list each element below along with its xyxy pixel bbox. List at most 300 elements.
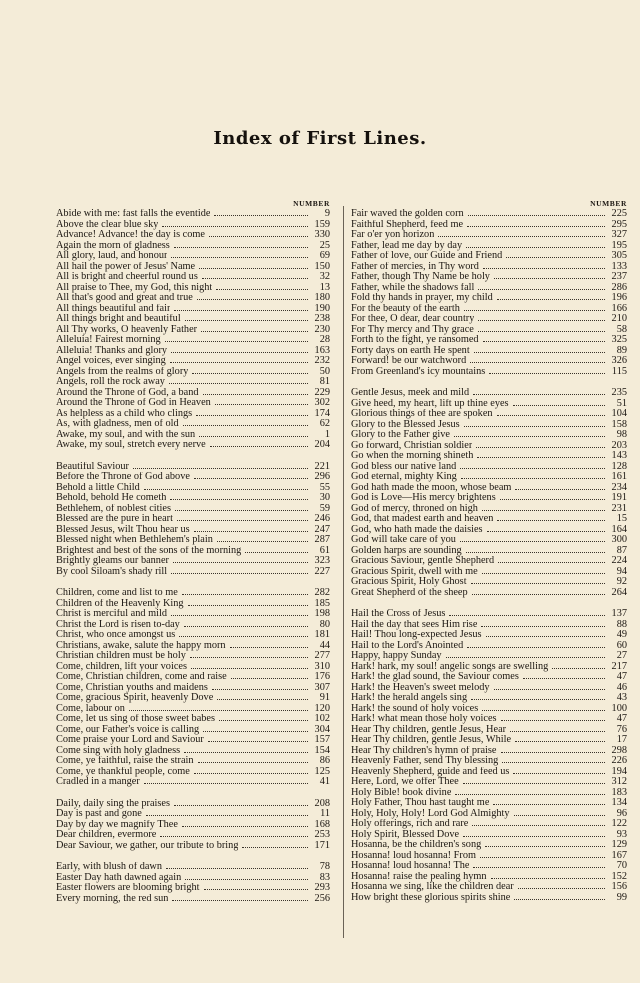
index-entry <box>56 504 330 515</box>
dot-leader <box>467 647 605 648</box>
dot-leader <box>203 731 308 732</box>
dot-leader <box>171 615 308 616</box>
index-entry <box>351 483 627 494</box>
index-entry <box>56 304 330 315</box>
index-entry <box>56 599 330 610</box>
hymn-number: 154 <box>314 744 330 756</box>
index-entry <box>56 251 330 262</box>
hymn-number: 25 <box>319 239 330 251</box>
index-entry <box>351 725 627 736</box>
first-line-text: Glorious things of thee are spoken <box>351 409 493 419</box>
first-line-text: Christ is merciful and mild <box>56 609 167 619</box>
index-entry <box>56 735 330 746</box>
index-entry <box>351 609 627 620</box>
index-entry <box>351 693 627 704</box>
dot-leader <box>463 836 605 837</box>
hymn-number: 89 <box>616 344 627 356</box>
group-spacer <box>351 377 627 388</box>
hymn-number: 286 <box>611 281 627 293</box>
index-entry <box>56 377 330 388</box>
first-line-text: Blessed are the pure in heart <box>56 514 173 524</box>
hymn-number: 174 <box>314 407 330 419</box>
hymn-number: 17 <box>616 734 627 745</box>
first-line-text: Holy Father, Thou hast taught me <box>351 798 490 808</box>
hymn-number: 204 <box>314 439 330 450</box>
first-line-text: Day is past and gone <box>56 809 142 819</box>
index-entry <box>351 662 627 673</box>
index-entry <box>56 609 330 620</box>
hymn-number: 304 <box>314 723 330 735</box>
hymn-number: 51 <box>616 397 627 409</box>
index-entry <box>56 672 330 683</box>
dot-leader <box>467 226 605 227</box>
hymn-number: 59 <box>319 502 330 514</box>
first-line-text: God of mercy, throned on high <box>351 503 478 514</box>
first-line-text: Hail the Cross of Jesus <box>351 609 446 619</box>
first-line-text: All things beautiful and fair <box>56 303 171 314</box>
index-entry <box>56 683 330 694</box>
dot-leader <box>191 668 308 669</box>
index-entry <box>56 346 330 357</box>
first-line-text: God is Love—His mercy brightens <box>351 493 496 503</box>
first-line-text: God bless our native land <box>351 461 457 472</box>
index-entry <box>56 314 330 325</box>
first-line-text: All things bright and beautiful <box>56 314 181 324</box>
first-line-text: Holy Spirit, Blessed Dove <box>351 829 460 840</box>
dot-leader <box>466 247 605 248</box>
dot-leader <box>217 541 308 542</box>
dot-leader <box>194 478 308 479</box>
dot-leader <box>184 752 308 753</box>
first-line-text: Hark! hark, my soul! angelic songs are swelling <box>351 661 549 672</box>
index-entry <box>351 230 627 241</box>
dot-leader <box>500 499 605 500</box>
index-entry <box>351 546 627 557</box>
index-entry <box>351 430 627 441</box>
hymn-number: 203 <box>611 439 627 451</box>
hymn-number: 91 <box>319 692 330 703</box>
hymn-number: 1 <box>324 428 330 440</box>
index-entry <box>56 767 330 778</box>
dot-leader <box>518 888 605 889</box>
dot-leader <box>473 867 605 868</box>
hymn-number: 70 <box>616 860 627 871</box>
first-line-text: Daily, daily sing the praises <box>56 798 171 809</box>
first-line-text: Forth to the fight, ye ransomed <box>351 335 479 345</box>
hymn-number: 9 <box>324 208 330 219</box>
first-line-text: Hosanna! raise the pealing hymn <box>351 871 487 882</box>
first-line-text: Angel voices, ever singing <box>56 356 166 366</box>
first-line-text: Come, let us sing of those sweet babes <box>56 714 216 724</box>
hymn-number: 166 <box>611 302 627 314</box>
index-entry <box>56 525 330 536</box>
dot-leader <box>169 383 308 384</box>
first-line-text: Alleluia! Thanks and glory <box>56 345 168 356</box>
dot-leader <box>217 699 308 700</box>
index-entry <box>56 493 330 504</box>
hymn-number: 86 <box>319 755 330 766</box>
hymn-number: 115 <box>611 365 627 377</box>
index-entry <box>351 767 627 778</box>
first-line-text: Bethlehem, of noblest cities <box>56 503 171 514</box>
hymn-number: 210 <box>611 313 627 324</box>
hymn-number: 305 <box>611 250 627 261</box>
dot-leader <box>192 373 308 374</box>
hymn-number: 87 <box>616 544 627 556</box>
dot-leader <box>474 352 605 353</box>
hymn-number: 287 <box>314 534 330 545</box>
index-entry <box>56 356 330 367</box>
index-entry <box>351 851 627 862</box>
hymn-number: 327 <box>611 229 627 240</box>
hymn-number: 92 <box>616 576 627 587</box>
index-entry <box>56 430 330 441</box>
hymn-number: 171 <box>314 839 330 851</box>
index-entry <box>56 419 330 430</box>
dot-leader <box>231 678 308 679</box>
hymn-number: 295 <box>611 218 627 230</box>
hymn-number: 293 <box>314 882 330 893</box>
number-column-header: NUMBER <box>590 199 627 208</box>
dot-leader <box>461 478 605 479</box>
first-line-text: Hark! what mean those holy voices <box>351 714 497 724</box>
dot-leader <box>463 783 605 784</box>
dot-leader <box>146 815 308 816</box>
dot-leader <box>165 341 308 342</box>
index-entry <box>351 493 627 504</box>
first-line-text: Faithful Shepherd, feed me <box>351 219 464 230</box>
first-line-text: Far o'er yon horizon <box>351 230 435 240</box>
first-line-text: Heavenly Shepherd, guide and feed us <box>351 766 510 777</box>
right-index-list <box>351 209 627 903</box>
dot-leader <box>481 626 605 627</box>
hymn-number: 237 <box>611 271 627 282</box>
hymn-number: 96 <box>616 807 627 819</box>
dot-leader <box>470 362 605 363</box>
dot-leader <box>485 846 605 847</box>
first-line-text: All praise to Thee, my God, this night <box>56 282 213 293</box>
dot-leader <box>172 900 308 901</box>
first-line-text: How bright these glorious spirits shine <box>351 892 511 903</box>
dot-leader <box>160 836 308 837</box>
hymn-number: 60 <box>616 639 627 651</box>
dot-leader <box>471 583 605 584</box>
hymn-number: 62 <box>319 418 330 429</box>
dot-leader <box>171 257 308 258</box>
index-entry <box>56 841 330 852</box>
dot-leader <box>174 310 308 311</box>
hymn-number: 143 <box>611 450 627 461</box>
group-spacer <box>56 788 330 799</box>
index-entry <box>56 620 330 631</box>
index-entry <box>351 556 627 567</box>
first-line-text: Around the Throne of God in Heaven <box>56 398 211 408</box>
first-line-text: By cool Siloam's shady rill <box>56 566 168 577</box>
index-entry <box>56 894 330 905</box>
hymn-number: 231 <box>611 502 627 514</box>
index-entry <box>56 409 330 420</box>
dot-leader <box>466 552 605 553</box>
dot-leader <box>471 699 605 700</box>
first-line-text: God, who hath made the daisies <box>351 524 483 535</box>
index-entry <box>56 693 330 704</box>
index-entry <box>351 504 627 515</box>
dot-leader <box>515 741 605 742</box>
dot-leader <box>480 857 605 858</box>
first-line-text: Hark! the herald angels sing <box>351 693 468 703</box>
dot-leader <box>199 436 308 437</box>
first-line-text: Behold, behold He cometh <box>56 493 167 503</box>
index-entry <box>56 809 330 820</box>
first-line-text: Blessed Jesus, wilt Thou hear us <box>56 524 190 535</box>
first-line-text: Children of the Heavenly King <box>56 598 184 609</box>
hymn-number: 195 <box>611 239 627 251</box>
first-line-text: Gracious Saviour, gentle Shepherd <box>351 556 495 566</box>
index-entry <box>56 367 330 378</box>
first-line-text: Come sing with holy gladness <box>56 745 181 756</box>
index-entry <box>351 462 627 473</box>
hymn-number: 88 <box>616 618 627 630</box>
first-line-text: Day by day we magnify Thee <box>56 819 178 830</box>
index-entry <box>56 220 330 231</box>
hymn-number: 238 <box>314 313 330 324</box>
first-line-text: Father, lead me day by day <box>351 240 463 251</box>
first-line-text: God hath made the moon, whose beam <box>351 482 512 493</box>
first-line-text: Gracious Spirit, Holy Ghost <box>351 577 467 587</box>
hymn-number: 302 <box>314 397 330 408</box>
dot-leader <box>482 573 605 574</box>
index-entry <box>56 820 330 831</box>
index-entry <box>351 325 627 336</box>
hymn-number: 47 <box>616 713 627 724</box>
first-line-text: Here, Lord, we offer Thee <box>351 777 459 787</box>
hymn-number: 325 <box>611 334 627 345</box>
first-line-text: Hail! Thou long-expected Jesus <box>351 630 482 640</box>
hymn-number: 230 <box>314 323 330 335</box>
dot-leader <box>523 678 605 679</box>
dot-leader <box>497 299 605 300</box>
index-entry <box>56 725 330 736</box>
dot-leader <box>216 289 308 290</box>
dot-leader <box>477 457 605 458</box>
hymn-number: 128 <box>611 460 627 472</box>
first-line-text: Hosanna! loud hosanna! From <box>351 850 476 861</box>
first-line-text: Above the clear blue sky <box>56 219 159 230</box>
index-entry <box>56 293 330 304</box>
index-entry <box>351 714 627 725</box>
dot-leader <box>190 657 308 658</box>
first-line-text: Holy offerings, rich and rare <box>351 819 469 829</box>
index-entry <box>56 514 330 525</box>
hymn-number: 190 <box>314 302 330 314</box>
index-entry <box>56 483 330 494</box>
index-entry <box>351 251 627 262</box>
hymn-number: 55 <box>319 481 330 493</box>
hymn-number: 32 <box>319 271 330 282</box>
index-entry <box>351 630 627 641</box>
first-line-text: Cradled in a manger <box>56 777 140 787</box>
dot-leader <box>133 468 308 469</box>
first-line-text: Come, ye thankful people, come <box>56 766 190 777</box>
hymn-number: 102 <box>314 713 330 724</box>
dot-leader <box>179 636 308 637</box>
dot-leader <box>202 278 308 279</box>
hymn-number: 150 <box>314 260 330 272</box>
dot-leader <box>502 762 605 763</box>
index-entry <box>351 314 627 325</box>
hymn-number: 191 <box>611 492 627 503</box>
hymn-number: 253 <box>314 829 330 840</box>
hymn-number: 122 <box>611 818 627 829</box>
index-entry <box>351 304 627 315</box>
index-entry <box>351 830 627 841</box>
index-entry <box>351 819 627 830</box>
hymn-number: 232 <box>314 355 330 366</box>
dot-leader <box>486 636 606 637</box>
hymn-number: 183 <box>611 786 627 798</box>
first-line-text: Advance! Advance! the day is come <box>56 230 205 240</box>
index-entry <box>351 788 627 799</box>
dot-leader <box>174 805 308 806</box>
first-line-text: Hosanna! loud hosanna! The <box>351 861 470 871</box>
hymn-number: 310 <box>314 660 330 672</box>
index-entry <box>351 809 627 820</box>
hymn-number: 125 <box>314 765 330 777</box>
index-entry <box>56 262 330 273</box>
index-entry <box>351 588 627 599</box>
hymn-number: 246 <box>314 513 330 524</box>
hymn-number: 234 <box>611 481 627 493</box>
hymn-number: 181 <box>314 629 330 640</box>
index-entry <box>351 367 627 378</box>
dot-leader <box>510 731 605 732</box>
index-entry <box>351 514 627 525</box>
first-line-text: Father, while the shadows fall <box>351 282 475 293</box>
dot-leader <box>203 394 308 395</box>
index-entry <box>56 567 330 578</box>
dot-leader <box>464 310 605 311</box>
index-entry <box>351 441 627 452</box>
first-line-text: Come, our Father's voice is calling <box>56 724 200 735</box>
dot-leader <box>491 878 605 879</box>
index-entry <box>351 241 627 252</box>
hymn-number: 180 <box>314 292 330 303</box>
hymn-number: 167 <box>611 849 627 861</box>
hymn-number: 323 <box>314 555 330 566</box>
index-entry <box>351 577 627 588</box>
index-entry <box>351 272 627 283</box>
hymn-number: 133 <box>611 260 627 272</box>
first-line-text: Brightest and best of the sons of the morning <box>56 545 242 556</box>
dot-leader <box>494 689 605 690</box>
hymn-number: 81 <box>319 376 330 387</box>
hymn-number: 221 <box>314 460 330 472</box>
first-line-text: Hark! the Heaven's sweet melody <box>351 682 490 693</box>
index-entry <box>351 756 627 767</box>
dot-leader <box>199 268 308 269</box>
hymn-number: 235 <box>611 387 627 398</box>
dot-leader <box>182 826 308 827</box>
hymn-number: 298 <box>611 744 627 756</box>
dot-leader <box>170 499 308 500</box>
dot-leader <box>212 689 308 690</box>
dot-leader <box>170 362 308 363</box>
index-entry <box>351 704 627 715</box>
dot-leader <box>198 762 308 763</box>
hymn-number: 158 <box>611 418 627 430</box>
index-entry <box>56 704 330 715</box>
first-line-text: Happy, happy Sunday <box>351 651 442 661</box>
dot-leader <box>513 773 605 774</box>
number-column-header: NUMBER <box>293 199 330 208</box>
hymn-number: 83 <box>319 871 330 883</box>
first-line-text: Behold a little Child <box>56 482 140 493</box>
index-entry <box>56 462 330 473</box>
left-index-list <box>56 209 330 904</box>
first-line-text: Fair waved the golden corn <box>351 209 464 219</box>
hymn-number: 120 <box>314 702 330 714</box>
index-entry <box>56 325 330 336</box>
hymn-number: 129 <box>611 839 627 850</box>
hymn-number: 46 <box>616 681 627 693</box>
dot-leader <box>472 825 605 826</box>
dot-leader <box>214 215 308 216</box>
first-line-text: All that's good and great and true <box>56 293 193 303</box>
index-entry <box>351 651 627 662</box>
first-line-text: Come, ye faithful, raise the strain <box>56 756 194 766</box>
dot-leader <box>483 268 605 269</box>
group-spacer <box>56 577 330 588</box>
dot-leader <box>177 520 308 521</box>
hymn-number: 168 <box>314 818 330 830</box>
first-line-text: Great Shepherd of the sheep <box>351 587 468 598</box>
dot-leader <box>514 899 605 900</box>
hymn-number: 176 <box>314 671 330 682</box>
hymn-number: 94 <box>616 565 627 577</box>
first-line-text: Before the Throne of God above <box>56 472 190 482</box>
index-entry <box>351 209 627 220</box>
index-entry <box>351 672 627 683</box>
first-line-text: Abide with me: fast falls the eventide <box>56 209 211 219</box>
dot-leader <box>196 415 308 416</box>
index-entry <box>56 535 330 546</box>
first-line-text: Holy Bible! book divine <box>351 787 452 798</box>
hymn-number: 43 <box>616 692 627 703</box>
first-line-text: Hail to the Lord's Anointed <box>351 640 464 651</box>
dot-leader <box>455 794 605 795</box>
index-entry <box>351 335 627 346</box>
first-line-text: Dear children, evermore <box>56 830 157 840</box>
hymn-number: 227 <box>314 565 330 577</box>
index-entry <box>56 862 330 873</box>
first-line-text: Christian children must be holy <box>56 651 186 661</box>
hymn-number: 15 <box>616 513 627 524</box>
dot-leader <box>515 489 605 490</box>
first-line-text: Dear Saviour, we gather, our tribute to bring <box>56 840 239 851</box>
first-line-text: All is bright and cheerful round us <box>56 272 198 282</box>
first-line-text: Christians, awake, salute the happy morn <box>56 640 226 651</box>
index-entry <box>56 588 330 599</box>
first-line-text: God eternal, mighty King <box>351 472 457 482</box>
dot-leader <box>494 278 605 279</box>
hymn-number: 229 <box>314 386 330 398</box>
hymn-number: 264 <box>611 586 627 598</box>
dot-leader <box>162 226 308 227</box>
dot-leader <box>489 373 605 374</box>
index-entry <box>56 830 330 841</box>
first-line-text: Come, Christian youths and maidens <box>56 682 208 693</box>
dot-leader <box>514 815 605 816</box>
